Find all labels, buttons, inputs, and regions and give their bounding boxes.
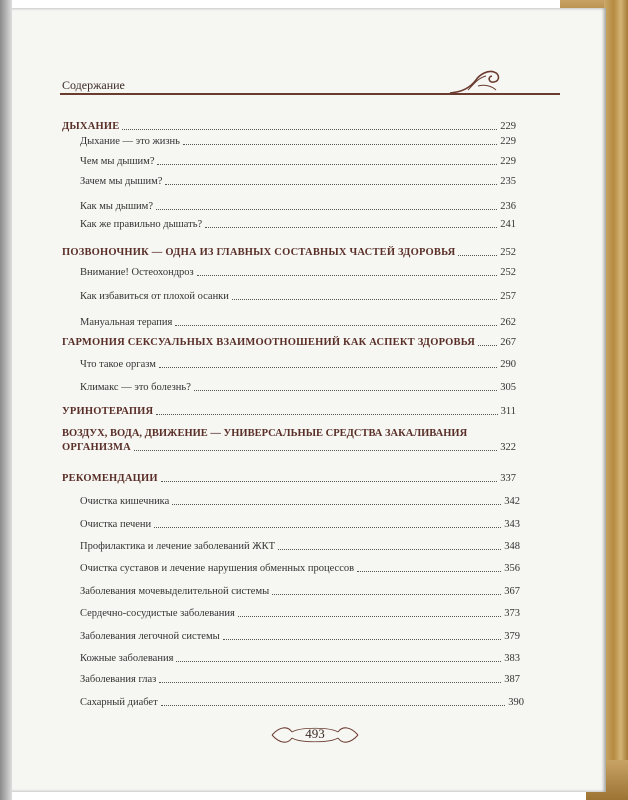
- toc-leader-dots: [205, 227, 497, 228]
- toc-page-number: 241: [500, 219, 516, 230]
- toc-page-number: 235: [500, 176, 516, 187]
- toc-chapter-entry[interactable]: [62, 120, 516, 133]
- toc-entry-title: ПОЗВОНОЧНИК — ОДНА ИЗ ГЛАВНЫХ СОСТАВНЫХ ЧАСТЕЙ ЗДОРОВЬЯ: [62, 247, 456, 258]
- toc-section-entry[interactable]: [80, 200, 516, 213]
- toc-section-entry[interactable]: [80, 218, 516, 231]
- toc-leader-dots: [232, 299, 497, 300]
- toc-section-entry[interactable]: [80, 358, 516, 371]
- toc-page-number: 343: [504, 519, 520, 530]
- toc-leader-dots: [175, 325, 497, 326]
- toc-section-entry[interactable]: [80, 540, 520, 553]
- toc-entry-title: ОРГАНИЗМА: [62, 442, 131, 453]
- toc-leader-dots: [194, 390, 497, 391]
- toc-leader-dots: [161, 481, 498, 482]
- toc-page-number: 229: [500, 156, 516, 167]
- toc-leader-dots: [156, 209, 497, 210]
- toc-entry-title: Как избавиться от плохой осанки: [80, 291, 229, 302]
- toc-entry-title: Очистка суставов и лечение нарушения обменных процессов: [80, 563, 355, 574]
- toc-leader-dots: [154, 527, 501, 528]
- page-number: 493: [305, 726, 325, 741]
- toc-leader-dots: [272, 594, 501, 595]
- toc-entry-title: Сахарный диабет: [80, 697, 158, 708]
- toc-page-number: 252: [500, 247, 516, 258]
- toc-leader-dots: [183, 144, 497, 145]
- toc-leader-dots: [197, 275, 498, 276]
- toc-leader-dots: [157, 164, 497, 165]
- toc-section-entry[interactable]: [80, 266, 516, 279]
- toc-page-number: 348: [504, 541, 520, 552]
- toc-leader-dots: [165, 184, 497, 185]
- toc-page-number: 267: [500, 337, 516, 348]
- toc-leader-dots: [159, 367, 497, 368]
- toc-page-number: 257: [500, 291, 516, 302]
- toc-leader-dots: [134, 450, 497, 451]
- toc-entry-title: Заболевания мочевыделительной системы: [80, 586, 270, 597]
- toc-entry-title: Зачем мы дышим?: [80, 176, 163, 187]
- toc-entry-title: УРИНОТЕРАПИЯ: [62, 406, 154, 417]
- toc-section-entry[interactable]: [80, 585, 520, 598]
- toc-page-number: 236: [500, 201, 516, 212]
- toc-leader-dots: [478, 345, 497, 346]
- toc-section-entry[interactable]: [80, 673, 520, 686]
- toc-section-entry[interactable]: [80, 381, 516, 394]
- toc-leader-dots: [357, 571, 501, 572]
- toc-section-entry[interactable]: [80, 175, 516, 188]
- toc-chapter-entry[interactable]: [62, 336, 516, 349]
- toc-chapter-entry[interactable]: [62, 441, 516, 454]
- toc-entry-title: Кожные заболевания: [80, 653, 174, 664]
- toc-section-entry[interactable]: [80, 607, 520, 620]
- toc-entry-title: Чем мы дышим?: [80, 156, 155, 167]
- page-number-folio: [270, 724, 360, 744]
- toc-entry-title: Сердечно-сосудистые заболевания: [80, 608, 235, 619]
- toc-page-number: 262: [500, 317, 516, 328]
- toc-leader-dots: [223, 639, 502, 640]
- toc-entry-title: ГАРМОНИЯ СЕКСУАЛЬНЫХ ВЗАИМООТНОШЕНИЙ КАК АСПЕКТ ЗДОРОВЬЯ: [62, 337, 476, 348]
- toc-entry-title: Мануальная терапия: [80, 317, 173, 328]
- toc-entry-title: Как же правильно дышать?: [80, 219, 203, 230]
- toc-page-number: 337: [500, 473, 516, 484]
- toc-section-entry[interactable]: [80, 135, 516, 148]
- toc-leader-dots: [159, 682, 501, 683]
- toc-section-entry[interactable]: [80, 652, 520, 665]
- toc-section-entry[interactable]: [80, 155, 516, 168]
- toc-page-number: 290: [500, 359, 516, 370]
- toc-leader-dots: [122, 129, 497, 130]
- toc-page-number: 311: [500, 406, 516, 417]
- toc-page-number: 379: [504, 631, 520, 642]
- toc-section-entry[interactable]: [80, 696, 524, 709]
- toc-page-number: 356: [504, 563, 520, 574]
- toc-section-entry[interactable]: [80, 495, 520, 508]
- toc-entry-title: Дыхание — это жизнь: [80, 136, 180, 147]
- toc-entry-title: Очистка кишечника: [80, 496, 170, 507]
- running-header: Содержание: [62, 78, 125, 92]
- toc-section-entry[interactable]: [80, 290, 516, 303]
- toc-leader-dots: [176, 661, 501, 662]
- toc-page-number: 305: [500, 382, 516, 393]
- toc-entry-title: Заболевания легочной системы: [80, 631, 220, 642]
- toc-section-entry[interactable]: [80, 630, 520, 643]
- toc-page-number: 342: [504, 496, 520, 507]
- toc-page-number: 252: [500, 267, 516, 278]
- toc-page-number: 322: [500, 442, 516, 453]
- toc-entry-title: Как мы дышим?: [80, 201, 153, 212]
- toc-page-number: 390: [508, 697, 524, 708]
- toc-leader-dots: [172, 504, 501, 505]
- toc-entry-title: Что такое оргазм: [80, 359, 156, 370]
- toc-page-number: 367: [504, 586, 520, 597]
- toc-entry-title: Очистка печени: [80, 519, 152, 530]
- toc-chapter-entry[interactable]: [62, 472, 516, 485]
- toc-section-entry[interactable]: [80, 562, 520, 575]
- toc-entry-title: Заболевания глаз: [80, 674, 157, 685]
- toc-leader-dots: [238, 616, 501, 617]
- toc-leader-dots: [458, 255, 497, 256]
- toc-page-number: 383: [504, 653, 520, 664]
- toc-page-number: 373: [504, 608, 520, 619]
- toc-page-number: 229: [500, 121, 516, 132]
- toc-chapter-entry[interactable]: [62, 246, 516, 259]
- toc-page-number: 229: [500, 136, 516, 147]
- toc-leader-dots: [278, 549, 501, 550]
- toc-chapter-title-line1: ВОЗДУХ, ВОДА, ДВИЖЕНИЕ — УНИВЕРСАЛЬНЫЕ СРЕДСТВА ЗАКАЛИВАНИЯ: [62, 428, 468, 439]
- toc-entry-title: Профилактика и лечение заболеваний ЖКТ: [80, 541, 276, 552]
- toc-section-entry[interactable]: [80, 316, 516, 329]
- toc-entry-title: ДЫХАНИЕ: [62, 121, 120, 132]
- toc-entry-title: Климакс — это болезнь?: [80, 382, 191, 393]
- toc-section-entry[interactable]: [80, 518, 520, 531]
- toc-leader-dots: [161, 705, 506, 706]
- toc-leader-dots: [156, 414, 497, 415]
- toc-entry-title: Внимание! Остеохондроз: [80, 267, 194, 278]
- toc-chapter-entry[interactable]: [62, 405, 516, 418]
- toc-entry-title: РЕКОМЕНДАЦИИ: [62, 473, 158, 484]
- toc-page-number: 387: [504, 674, 520, 685]
